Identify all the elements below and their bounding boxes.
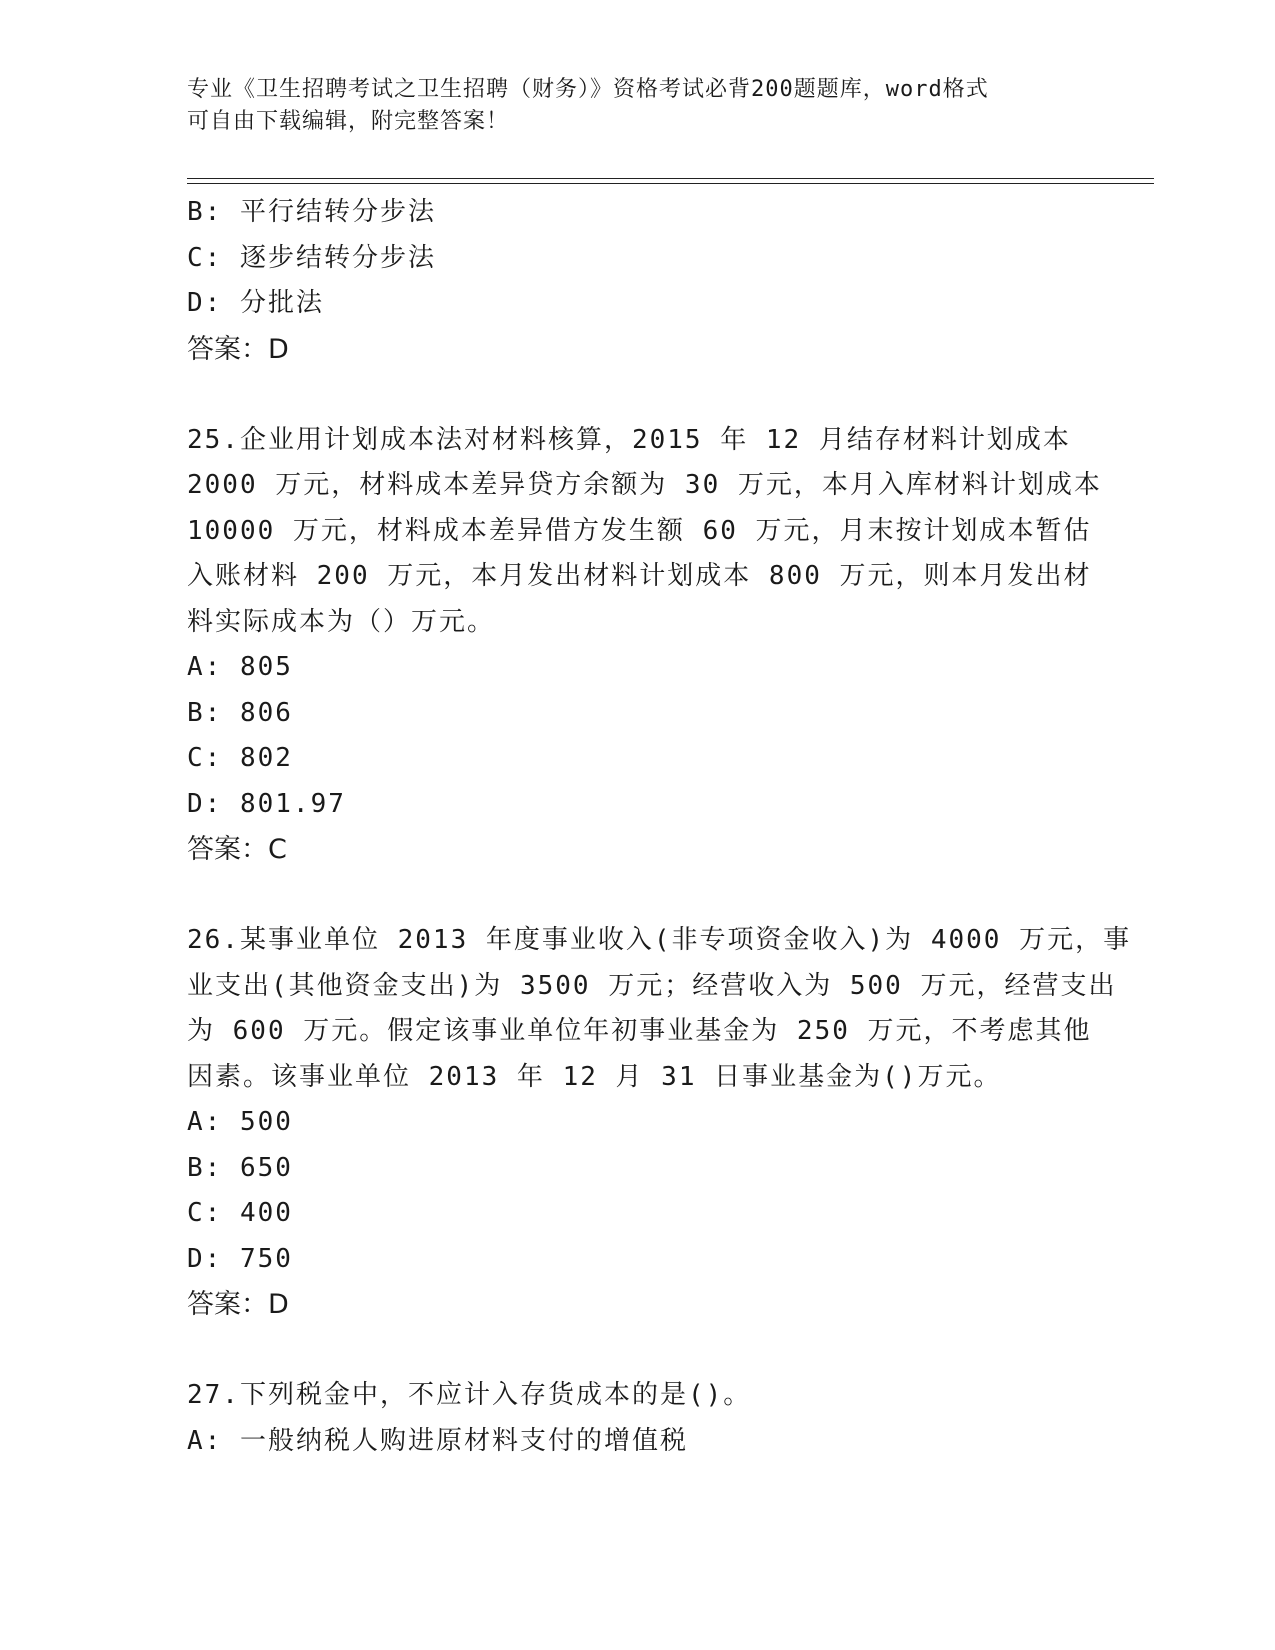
option-d: D: 801.97 [187,788,346,819]
document-header [187,74,1067,138]
option-b: B: 平行结转分步法 [187,197,436,227]
question-list [187,190,1132,1464]
option-b: B: 650 [187,1152,293,1183]
answer-line: 答案：D [187,333,289,365]
question-24 [187,190,1087,372]
question-text-line: 为 600 万元。假定该事业单位年初事业基金为 250 万元，不考虑其他 [187,1016,1092,1046]
option-b: B: 806 [187,697,293,728]
spacer [187,372,1087,418]
option-a: A: 805 [187,652,293,682]
question-text-line: 料实际成本为（）万元。 [187,606,496,637]
option-c: C: 400 [187,1198,293,1228]
option-d: D: 750 [187,1243,293,1274]
question-text-line: 入账材料 200 万元，本月发出材料计划成本 800 万元，则本月发出材 [187,561,1092,591]
answer-line: 答案：C [187,834,287,865]
spacer [187,1328,1087,1374]
header-divider-top [187,178,1154,179]
option-a: A: 500 [187,1107,293,1137]
question-text-line: 10000 万元，材料成本差异借方发生额 60 万元，月末按计划成本暂估 [187,515,1092,546]
answer-line: 答案：D [187,1289,289,1320]
option-a: A: 一般纳税人购进原材料支付的增值税 [187,1425,688,1456]
option-c: C: 逐步结转分步法 [187,242,436,273]
header-divider-bottom [187,183,1154,184]
question-text-line: 因素。该事业单位 2013 年 12 月 31 日事业基金为()万元。 [187,1061,1002,1092]
question-text-line: 27.下列税金中，不应计入存货成本的是()。 [187,1380,752,1410]
option-c: C: 802 [187,743,293,773]
header-line-1: 专业《卫生招聘考试之卫生招聘（财务）》资格考试必背200题题库，word格式 [187,77,989,102]
question-text-line: 26.某事业单位 2013 年度事业收入(非专项资金收入)为 4000 万元，事 [187,925,1132,955]
question-text-line: 业支出(其他资金支出)为 3500 万元；经营收入为 500 万元，经营支出 [187,970,1117,1001]
question-text-line: 2000 万元，材料成本差异贷方余额为 30 万元，本月入库材料计划成本 [187,470,1102,500]
option-d: D: 分批法 [187,288,324,318]
question-text-line: 25.企业用计划成本法对材料核算，2015 年 12 月结存材料计划成本 [187,424,1071,455]
question-25 [187,418,1102,873]
question-26 [187,918,1132,1328]
spacer [187,873,1087,919]
header-line-2: 可自由下载编辑，附完整答案！ [187,109,510,134]
question-27 [187,1373,1087,1464]
